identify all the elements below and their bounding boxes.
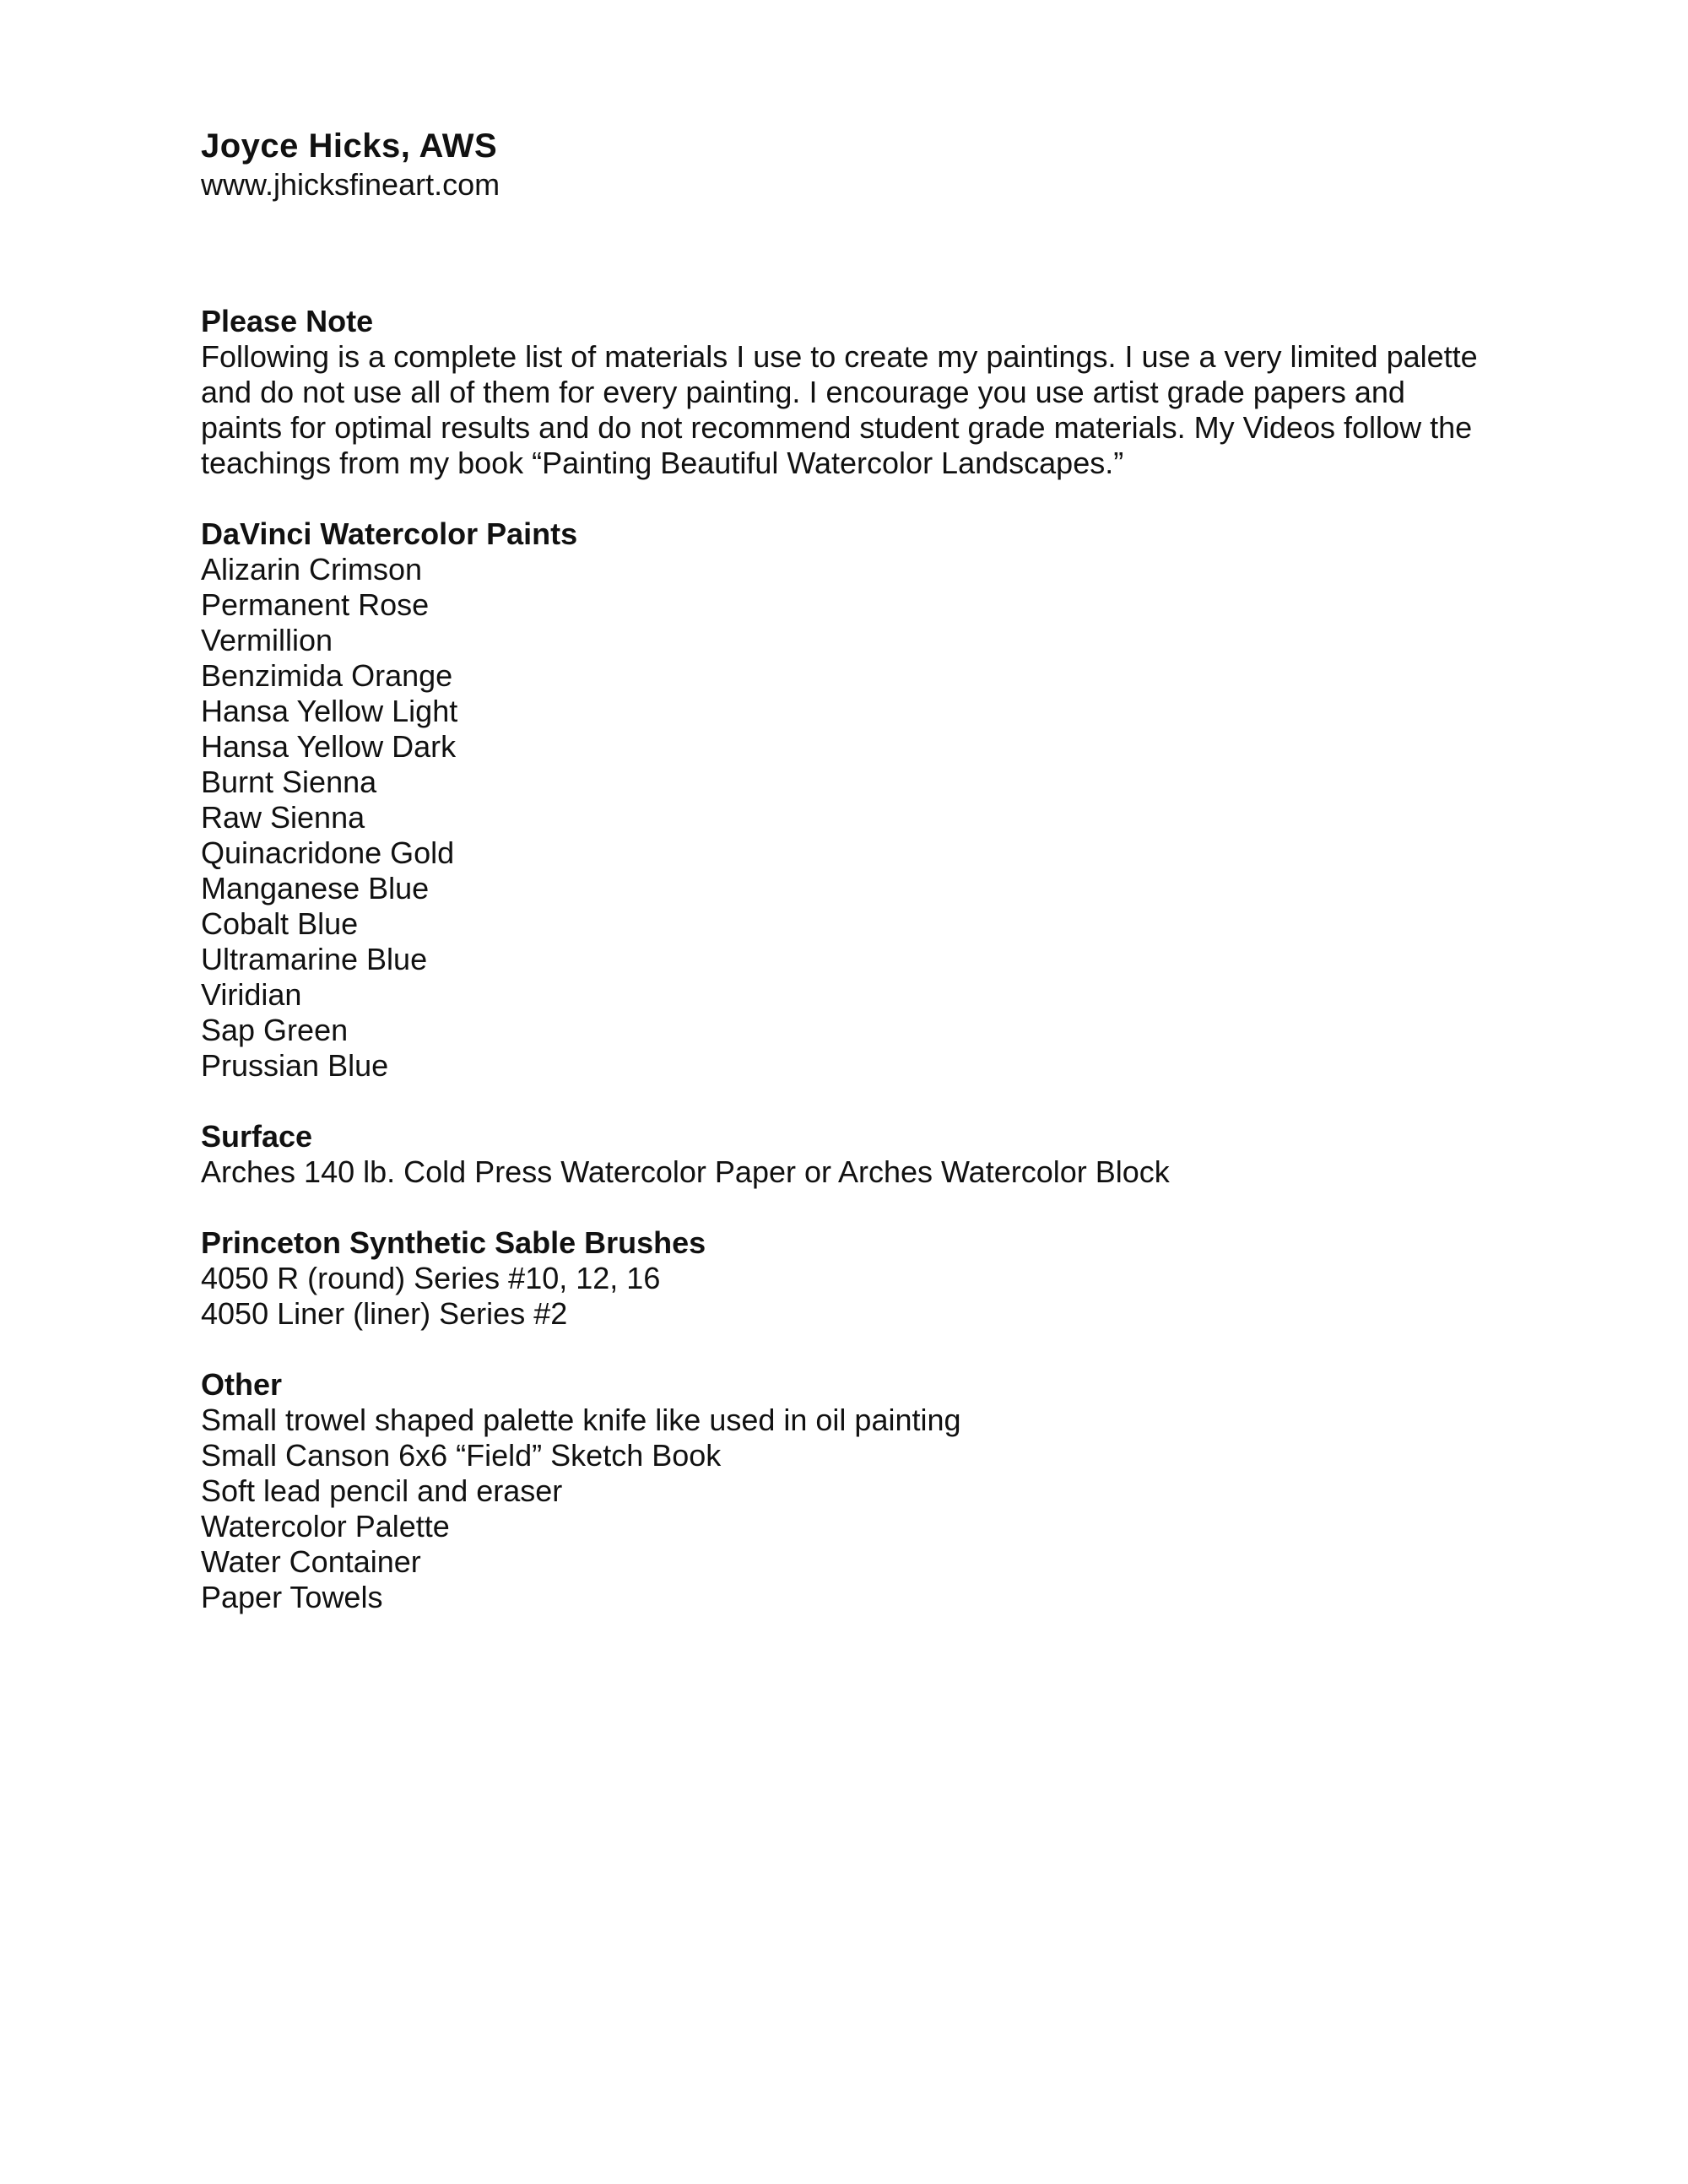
- author-name: Joyce Hicks, AWS: [201, 127, 498, 165]
- section-line: Hansa Yellow Light: [201, 694, 458, 728]
- section-lines: [201, 1154, 1519, 1190]
- section-heading: Other: [201, 1367, 283, 1402]
- section-line: Paper Towels: [201, 1580, 383, 1614]
- section-line: 4050 Liner (liner) Series #2: [201, 1296, 568, 1331]
- section-line: Benzimida Orange: [201, 658, 453, 693]
- section-line: Sap Green: [201, 1013, 349, 1047]
- section-line: Manganese Blue: [201, 871, 430, 905]
- section-line: Watercolor Palette: [201, 1509, 450, 1543]
- section-line: Raw Sienna: [201, 800, 365, 835]
- section-lines: [201, 552, 1519, 1084]
- section: [201, 1367, 1519, 1615]
- section-line: Permanent Rose: [201, 587, 430, 622]
- section-line: Ultramarine Blue: [201, 942, 428, 976]
- section-heading: DaVinci Watercolor Paints: [201, 516, 578, 551]
- website-url: www.jhicksfineart.com: [201, 167, 500, 202]
- section-line: Hansa Yellow Dark: [201, 729, 457, 764]
- section: [201, 1225, 1519, 1332]
- section-line: and do not use all of them for every painting. I encourage you use artist grade papers and: [201, 375, 1405, 409]
- section: [201, 1119, 1519, 1190]
- section-line: Small Canson 6x6 “Field” Sketch Book: [201, 1438, 722, 1473]
- section-line: Alizarin Crimson: [201, 552, 423, 587]
- section-line: Cobalt Blue: [201, 906, 359, 941]
- section-line: 4050 R (round) Series #10, 12, 16: [201, 1261, 661, 1295]
- section: [201, 304, 1519, 481]
- document-content: [201, 127, 1519, 1615]
- section-line: Arches 140 lb. Cold Press Watercolor Paper or Arches Watercolor Block: [201, 1154, 1170, 1189]
- section-line: Burnt Sienna: [201, 765, 377, 799]
- section-line: Quinacridone Gold: [201, 835, 455, 870]
- section-line: Water Container: [201, 1544, 421, 1579]
- section-line: Following is a complete list of materials I use to create my paintings. I use a very limited palette: [201, 339, 1478, 374]
- section-heading: Surface: [201, 1119, 313, 1154]
- section-line: teachings from my book “Painting Beautiful Watercolor Landscapes.”: [201, 446, 1124, 480]
- sections-container: [201, 304, 1519, 1615]
- section-line: paints for optimal results and do not recommend student grade materials. My Videos follow the: [201, 410, 1473, 445]
- section-lines: [201, 1403, 1519, 1615]
- section-line: Soft lead pencil and eraser: [201, 1473, 563, 1508]
- section-line: Vermillion: [201, 623, 333, 657]
- section: [201, 516, 1519, 1084]
- section-line: Viridian: [201, 977, 302, 1012]
- section-heading: Princeton Synthetic Sable Brushes: [201, 1225, 706, 1260]
- section-heading: Please Note: [201, 304, 374, 338]
- section-lines: [201, 1261, 1519, 1332]
- document-header: [201, 127, 1519, 204]
- section-line: Small trowel shaped palette knife like used in oil painting: [201, 1403, 961, 1437]
- section-line: Prussian Blue: [201, 1048, 389, 1083]
- section-lines: [201, 339, 1519, 481]
